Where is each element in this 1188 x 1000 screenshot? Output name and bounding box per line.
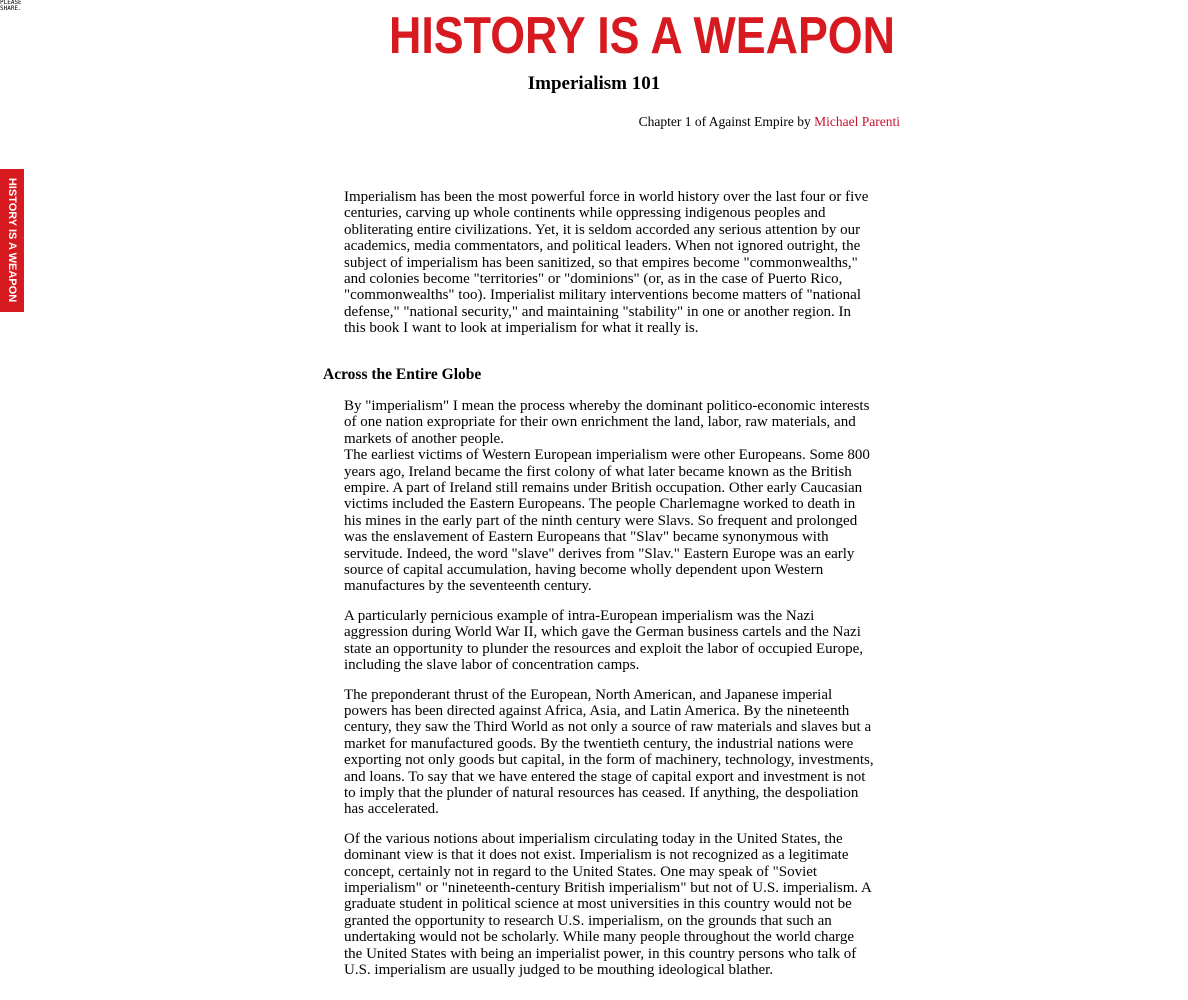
banner-logo-svg xyxy=(388,3,896,65)
byline-prefix: Chapter 1 of Against Empire by xyxy=(638,114,815,129)
body-paragraph: The earliest victims of Western European imperialism were other Europeans. Some 800 years ago, Ireland became the first colony of what later became known as the British empire. A part of Ireland still remains under British occupation. Other early Caucasian victims included the Eastern Europeans. The people Charlemagne worked to death in his mines in the early part of the ninth century were Slavs. So frequent and prolonged was the enslavement of Eastern Europeans that "Slav" became synonymous with servitude. Indeed, the word "slave" derives from "Slav." Eastern Europe was an early source of capital accumulation, having become wholly dependent upon Western manufactures by the seventeenth century. xyxy=(344,447,870,595)
banner-text: HISTORY IS A WEAPON xyxy=(389,7,895,65)
intro-paragraph: Imperialism has been the most powerful force in world history over the last four or five centuries, carving up whole continents while oppressing indigenous peoples and obliterating entire civilizations. Yet, it is seldom accorded any serious attention by our academics, media commentators, and political leaders. When not ignored outright, the subject of imperialism has been sanitized, so that empires become "commonwealths," and colonies become "territories" or "dominions" (or, as in the case of Puerto Rico, "commonwealths" too). Imperialist military interventions become matters of "national defense," "national security," and maintaining "stability" in one or another region. In this book I want to look at imperialism for what it really is. xyxy=(344,189,869,337)
author-link[interactable]: Michael Parenti xyxy=(814,114,900,129)
body-paragraph: By "imperialism" I mean the process whereby the dominant politico-economic interests of one nation expropriate for their own enrichment the land, labor, raw materials, and markets of another people. xyxy=(344,398,870,447)
section-heading: Across the Entire Globe xyxy=(323,366,482,383)
byline xyxy=(639,114,900,130)
side-tab-link[interactable] xyxy=(0,169,24,312)
body-paragraph: The preponderant thrust of the European, North American, and Japanese imperial powers has been directed against Africa, Asia, and Latin America. By the nineteenth century, they saw the Third World as not only a source of raw materials and slaves but a market for manufactured goods. By the twentieth century, the industrial nations were exporting not only goods but capital, in the form of machinery, technology, investments, and loans. To say that we have entered the stage of capital export and investment is not to imply that the plunder of natural resources has ceased. If anything, the despoliation has accelerated. xyxy=(344,686,874,818)
body-paragraph: A particularly pernicious example of intra-European imperialism was the Nazi aggression during World War II, which gave the German business cartels and the Nazi state an opportunity to plunder the resources and exploit the labor of occupied Europe, including the slave labor of concentration camps. xyxy=(344,607,864,674)
article-body xyxy=(344,398,874,978)
please-share-line-2: SHARE. xyxy=(0,5,22,12)
please-share-line-1: PLEASE xyxy=(0,0,22,6)
page-title: Imperialism 101 xyxy=(527,73,661,94)
body-paragraph: Of the various notions about imperialism circulating today in the United States, the dominant view is that it does not exist. Imperialism is not recognized as a legitimate concept, certainly not in regard to the United States. One may speak of "Soviet imperialism" or "nineteenth-century British imperialism" but not of U.S. imperialism. A graduate student in political science at most universities in this country would not be granted the opportunity to research U.S. imperialism, on the grounds that such an undertaking would not be scholarly. While many people throughout the world charge the United States with being an imperialist power, in this country persons who talk of U.S. imperialism are usually judged to be mouthing ideological blather. xyxy=(344,830,872,978)
side-tab-label: HISTORY IS A WEAPON xyxy=(6,177,18,303)
please-share-note xyxy=(0,0,30,12)
site-banner-logo[interactable] xyxy=(388,3,896,65)
